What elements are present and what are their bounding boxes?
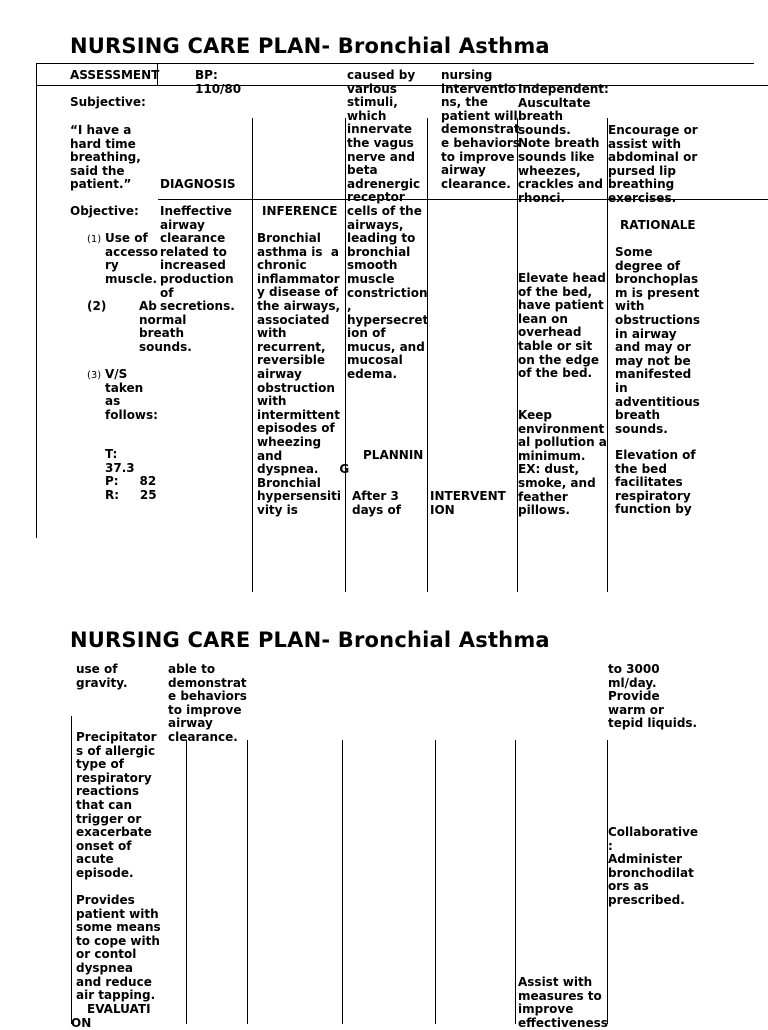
diagnosis-text: Ineffective airway clearance related to increased production of secretions. <box>160 204 235 314</box>
inference-text: Bronchial asthma is a chronic inflammator y disease of the airways, associated with recurrent, reversible airway obstruction with intermittent episodes of wheezing and dyspnea. G Bronchial hypersensiti vity is <box>257 231 350 517</box>
objective-item-accessory-muscle: Use of accesso ry muscle. <box>105 231 158 286</box>
col-line <box>186 740 187 1024</box>
objective-number: (3) <box>87 370 102 381</box>
col-line <box>71 716 72 1024</box>
rationale-elevation: Elevation of the bed facilitates respiratory function by <box>615 448 696 517</box>
intervention-assist: Assist with measures to improve effectiveness <box>518 975 608 1030</box>
intervention-fluids: to 3000 ml/day. Provide warm or tepid liquids. <box>608 662 698 731</box>
intervention-breathing-exercises: Encourage or assist with abdominal or pursed lip breathing exercises. <box>608 123 698 205</box>
col-line <box>515 740 516 1024</box>
assessment-header: ASSESSMENT <box>70 68 160 82</box>
pathophysiology-text: caused by various stimuli, which innervate the vagus nerve and beta adrenergic receptor cells of the airways, leading to bronchial smooth muscle constriction , hypersecret ion of mucus, and mucosal edema. <box>347 68 429 382</box>
rationale-coping: Provides patient with some means to cope with or contol dyspnea and reduce air tapping. <box>76 893 161 1003</box>
objective-number: (2) <box>87 299 107 313</box>
planning-continued: able to demonstrat e behaviors to improve airway clearance. <box>168 662 247 744</box>
page-title: NURSING CARE PLAN- Bronchial Asthma <box>70 34 550 58</box>
objective-label: Objective: <box>70 204 139 218</box>
subjective-quote: “I have a hard time breathing, said the patient.” <box>70 123 141 192</box>
col-line <box>435 740 436 1024</box>
col-line <box>247 740 248 1024</box>
subjective-label: Subjective: <box>70 95 146 109</box>
objective-item-vital-signs: V/S taken as follows: <box>105 367 158 422</box>
intervention-elevate-head: Elevate head of the bed, have patient lean on overhead table or sit on the edge of the bed. <box>518 271 606 381</box>
rationale-precipitators: Precipitator s of allergic type of respiratory reactions that can trigger or exacerbate onset of acute episode. <box>76 730 157 880</box>
objective-number: (1) <box>87 234 102 245</box>
vital-signs-values: T: 37.3 P: 82 R: 25 <box>105 447 157 502</box>
nursing-goal-text: nursing interventio ns, the patient will demonstrat e behaviors to improve airway clearance. <box>441 68 520 191</box>
bp-reading: BP: 110/80 <box>195 68 242 96</box>
col-line <box>342 740 343 1024</box>
intervention-auscultate: Independent: Auscultate breath sounds. Note breath sounds like wheezes, crackles and rhonci. <box>518 82 609 205</box>
inference-header: INFERENCE <box>262 204 338 218</box>
planning-text: After 3 days of <box>352 489 401 517</box>
col-line <box>36 63 37 538</box>
diagnosis-header: DIAGNOSIS <box>160 177 236 191</box>
rationale-gravity: use of gravity. <box>76 662 128 690</box>
objective-item-text: Ab normal breath sounds. <box>139 299 192 354</box>
evaluation-header-text: EVALUATI ON <box>71 1002 151 1030</box>
intervention-environment: Keep environment al pollution a minimum. EX: dust, smoke, and feather pillows. <box>518 408 607 518</box>
evaluation-header <box>71 1003 151 1030</box>
page-title-2: NURSING CARE PLAN- Bronchial Asthma <box>70 628 550 652</box>
col-line <box>252 118 253 592</box>
planning-header: PLANNIN <box>363 448 424 462</box>
intervention-header-text: INTERVENT ION <box>430 489 506 517</box>
intervention-header <box>430 490 506 517</box>
rationale-bronchospasm: Some degree of bronchoplas m is present with obstructions in airway and may or may not be manifested in adventitious breath sounds. <box>615 245 701 436</box>
intervention-collaborative: Collaborative : Administer bronchodilat ors as prescribed. <box>608 825 699 907</box>
rationale-header: RATIONALE <box>620 218 696 232</box>
table-top-line <box>36 63 754 64</box>
